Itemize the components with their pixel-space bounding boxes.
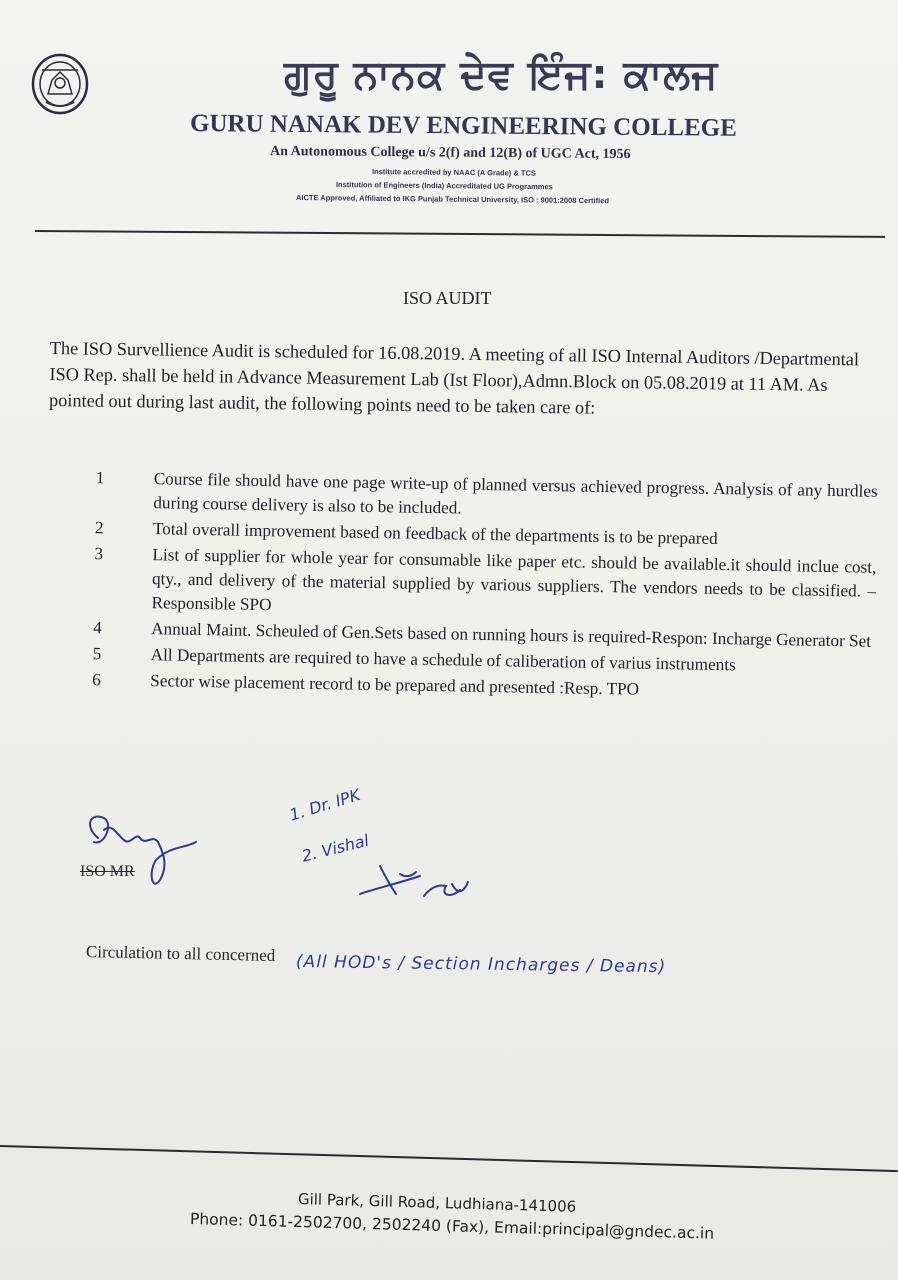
notice-title: ISO AUDIT: [403, 288, 492, 308]
item-text: List of supplier for whole year for consumable like paper etc. should be available.it should inclue cost, qty., and delivery of the material supplied by various suppliers. The vendors needs to be classified. –Responsible SPO: [151, 545, 877, 615]
item-number: 1: [95, 468, 105, 488]
signatory-label: ISO MR: [80, 863, 135, 880]
footer-contact: Phone: 0161-2502700, 2502240 (Fax), Email:principal@gndec.ac.in: [189, 1210, 715, 1243]
notice-paragraph: The ISO Survellience Audit is scheduled for 16.08.2019. A meeting of all ISO Internal Auditors /Departmental ISO Rep. shall be held in Advance Measurement Lab (Ist Floor),Admn.Block on 05.08.2019 at 11 AM. As pointed out during last audit, the following points need to be taken care of:: [48, 337, 860, 418]
footer-divider: [0, 1145, 898, 1172]
list-item: [85, 542, 876, 628]
handwritten-note-1: 1. Dr. IPK: [287, 785, 363, 825]
item-text: Total overall improvement based on feedback of the departments is to be prepared: [152, 519, 718, 548]
item-number: 4: [93, 618, 102, 638]
accreditation-line-2: Institution of Engineers (India) Accreditated UG Programmes: [335, 180, 553, 192]
item-text: Sector wise placement record to be prepared and presented :Resp. TPO: [150, 671, 640, 699]
action-items-list: [84, 466, 878, 708]
circulation-label: Circulation to all concerned: [85, 942, 276, 965]
accreditation-line-3: AICTE Approved, Affiliated to IKG Punjab Technical University, ISO : 9001:2008 Certified: [295, 193, 610, 206]
college-name-punjabi: ਗੁਰੂ ਨਾਨਕ ਦੇਵ ਇੰਜ: ਕਾਲਜ: [284, 52, 719, 98]
autonomous-status: An Autonomous College u/s 2(f) and 12(B) of UGC Act, 1956: [269, 144, 631, 163]
footer-address: Gill Park, Gill Road, Ludhiana-141006: [297, 1190, 577, 1216]
accreditation-line-1: Institute accredited by NAAC (A Grade) & TCS: [371, 167, 536, 178]
item-number: 3: [94, 544, 104, 564]
circulation-handwritten: (All HOD's / Section Incharges / Deans): [295, 952, 667, 978]
college-name: GURU NANAK DEV ENGINEERING COLLEGE: [189, 110, 737, 142]
item-text: All Departments are required to have a schedule of caliberation of varius instruments: [150, 645, 736, 675]
college-emblem-icon: [28, 50, 92, 122]
item-number: 2: [94, 518, 104, 538]
header-divider: [35, 230, 885, 238]
handwritten-note-2: 2. Vishal: [299, 830, 371, 866]
item-number: 6: [92, 670, 102, 690]
item-text: Annual Maint. Scheuled of Gen.Sets based on running hours is required-Respon: Incharge Generator Set: [151, 619, 872, 651]
item-text: Course file should have one page write-up of planned versus achieved progress. Analysis of any hurdles during course delivery is also to be included.: [153, 469, 878, 518]
item-number: 5: [92, 644, 102, 664]
